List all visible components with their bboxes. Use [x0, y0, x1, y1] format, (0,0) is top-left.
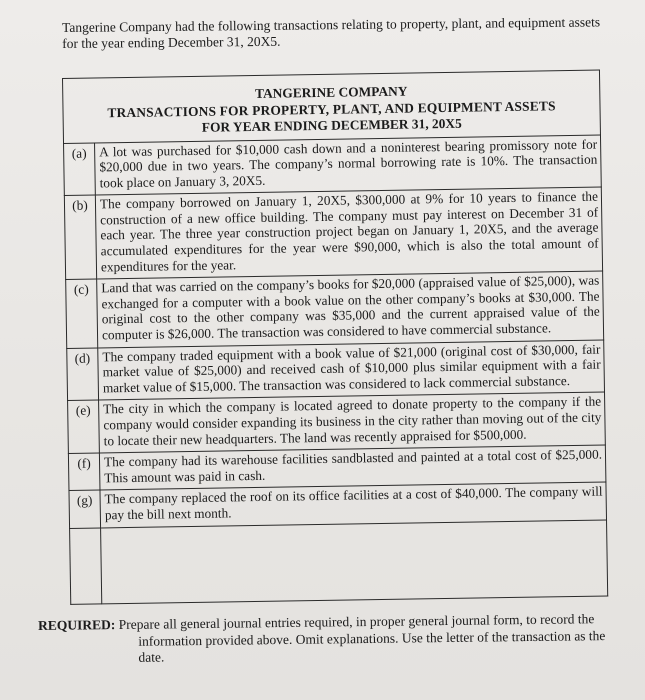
- table-row: [66, 271, 604, 348]
- required-label: REQUIRED:: [38, 617, 116, 633]
- blank-description-cell: [101, 520, 608, 604]
- table-row: [64, 187, 602, 279]
- intro-paragraph: Tangerine Company had the following transactions relating to property, plant, and equipment assets for the year ending December 31, 20X5.: [62, 14, 601, 51]
- transaction-letter: (d): [67, 348, 99, 401]
- transaction-letter: (f): [68, 453, 100, 491]
- table-header-row: [63, 70, 601, 143]
- table-title-transactions: TRANSACTIONS FOR PROPERTY, PLANT, AND EQUIPMENT ASSETS: [107, 97, 556, 120]
- transaction-description: The company replaced the roof on its office facilities at a cost of $40,000. The company will pay the bill next month.: [100, 482, 607, 527]
- transaction-description: The company borrowed on January 1, 20X5, $300,000 at 9% for 10 years to finance the construction of a new office building. The company must pay interest on December 31 of each year. The three year construction project began on January 1, 20X5, and the average accumulated expenditures for the year were $90,000, which is also the total amount of expenditures for the year.: [95, 187, 602, 279]
- transaction-letter: (a): [64, 142, 96, 195]
- table-row: [68, 392, 606, 453]
- transaction-letter: (e): [68, 400, 100, 453]
- transaction-letter: (g): [69, 490, 101, 528]
- required-instructions: [38, 611, 611, 667]
- blank-table-row: [70, 520, 608, 604]
- table-title-company: TANGERINE COMPANY: [254, 83, 408, 101]
- transaction-letter: (b): [64, 195, 96, 279]
- table-row: [67, 340, 605, 401]
- transaction-description: The company had its warehouse facilities sandblasted and painted at a total cost of $25,000. This amount was paid in cash.: [99, 445, 606, 490]
- transaction-description: A lot was purchased for $10,000 cash down and a noninterest bearing promissory note for $20,000 due in two years. The company’s normal borrowing rate is 10%. The transaction took place on January 3, 20X5.: [95, 135, 602, 196]
- transaction-description: The company traded equipment with a book value of $21,000 (original cost of $30,000, fair market value of $25,000) and received cash of $10,000 plus similar equipment with a fair market value of $15,000. The transaction was considered to lack commercial substance.: [98, 340, 605, 401]
- blank-letter-cell: [70, 528, 102, 604]
- required-text: Prepare all general journal entries required, in proper general journal form, to record the information provided above. Omit explanations. Use the letter of the transaction as the date.: [118, 611, 606, 665]
- table-header: [63, 70, 601, 143]
- transaction-description: The city in which the company is located agreed to donate property to the company if the company would consider expanding its business in the city rather than moving out of the city to locate their new headquarters. The land was recently appraised for $500,000.: [99, 392, 606, 453]
- table-row: [64, 135, 602, 196]
- transaction-description: Land that was carried on the company’s books for $20,000 (appraised value of $25,000), was exchanged for a computer with a book value on the other company’s books at $30,000. The original cost to the other company was $35,000 and the current appraised value of the computer is $26,000. The transaction was considered to have commercial substance.: [97, 271, 604, 347]
- transaction-letter: (c): [66, 279, 98, 348]
- table-title-period: FOR YEAR ENDING DECEMBER 31, 20X5: [201, 115, 462, 135]
- transactions-table: [62, 70, 608, 605]
